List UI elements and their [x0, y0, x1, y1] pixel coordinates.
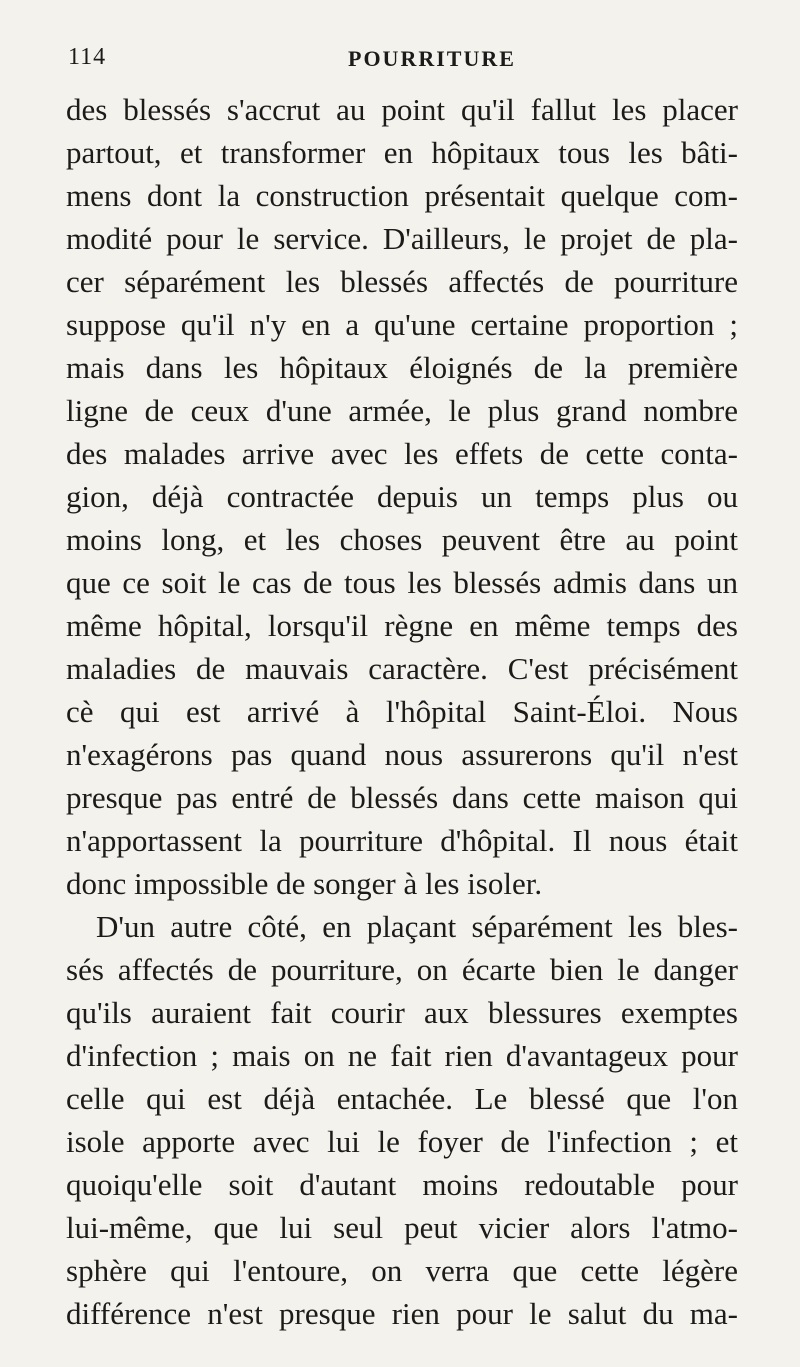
text-line: des blessés s'accrut au point qu'il fallut les placer	[66, 92, 738, 127]
text-line: différence n'est presque rien pour le salut du ma-	[66, 1296, 738, 1331]
text-line: suppose qu'il n'y en a qu'une certaine proportion ;	[66, 307, 738, 342]
text-line: n'exagérons pas quand nous assurerons qu'il n'est	[66, 737, 738, 772]
text-line: même hôpital, lorsqu'il règne en même temps des	[66, 608, 738, 643]
text-line: mais dans les hôpitaux éloignés de la première	[66, 350, 738, 385]
text-line: gion, déjà contractée depuis un temps plus ou	[66, 479, 738, 514]
text-line: maladies de mauvais caractère. C'est précisément	[66, 651, 738, 686]
page-number: 114	[68, 44, 107, 70]
text-line: isole apporte avec lui le foyer de l'infection ; et	[66, 1124, 738, 1159]
text-line: ligne de ceux d'une armée, le plus grand nombre	[66, 393, 738, 428]
text-line: cer séparément les blessés affectés de pourriture	[66, 264, 738, 299]
text-line: qu'ils auraient fait courir aux blessures exemptes	[66, 995, 738, 1030]
text-line: partout, et transformer en hôpitaux tous les bâti-	[66, 135, 738, 170]
text-line: lui-même, que lui seul peut vicier alors l'atmo-	[66, 1210, 738, 1245]
text-line: modité pour le service. D'ailleurs, le projet de pla-	[66, 221, 738, 256]
running-title: POURRITURE	[348, 46, 516, 71]
text-line: des malades arrive avec les effets de cette conta-	[66, 436, 738, 471]
text-line: sphère qui l'entoure, on verra que cette légère	[66, 1253, 738, 1288]
text-line: d'infection ; mais on ne fait rien d'avantageux pour	[66, 1038, 738, 1073]
text-line: n'apportassent la pourriture d'hôpital. Il nous était	[66, 823, 738, 858]
text-line: celle qui est déjà entachée. Le blessé que l'on	[66, 1081, 738, 1116]
body-text	[66, 88, 738, 1335]
text-line: que ce soit le cas de tous les blessés admis dans un	[66, 565, 738, 600]
text-line: cè qui est arrivé à l'hôpital Saint-Éloi. Nous	[66, 694, 738, 729]
paragraph-end-line: donc impossible de songer à les isoler.	[66, 866, 543, 901]
text-line: presque pas entré de blessés dans cette maison qui	[66, 780, 738, 815]
text-line: quoiqu'elle soit d'autant moins redoutable pour	[66, 1167, 738, 1202]
running-head	[68, 44, 728, 84]
text-line: mens dont la construction présentait quelque com-	[66, 178, 738, 213]
text-line: moins long, et les choses peuvent être au point	[66, 522, 738, 557]
paragraph-start-line: D'un autre côté, en plaçant séparément les bles-	[96, 909, 738, 944]
text-line: sés affectés de pourriture, on écarte bien le danger	[66, 952, 738, 987]
